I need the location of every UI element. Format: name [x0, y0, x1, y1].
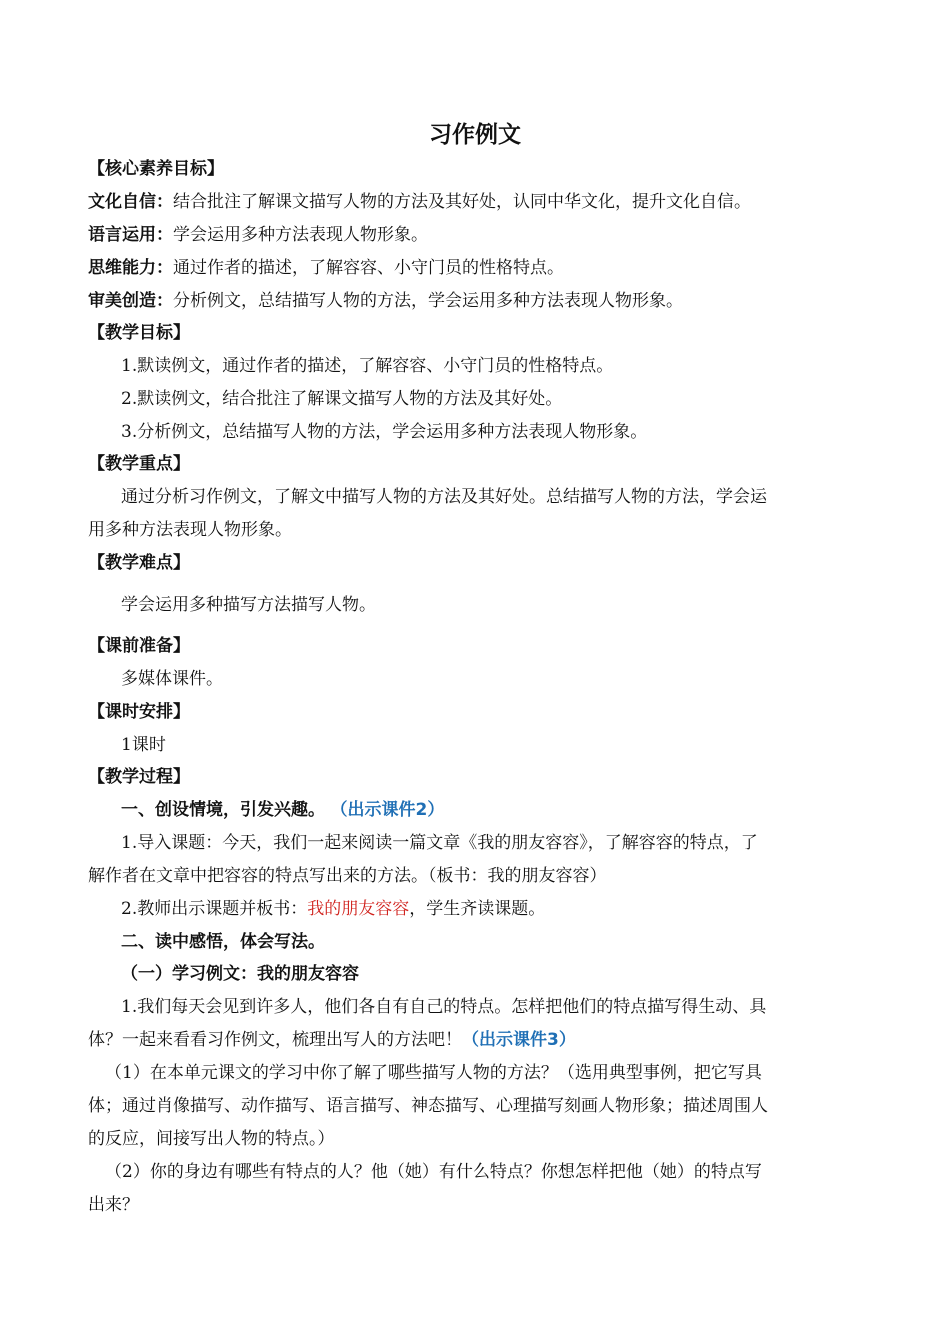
courseware-note: （出示课件3）	[462, 1030, 576, 1050]
step2-title: 二、读中感悟，体会写法。	[121, 932, 325, 952]
process-heading: 【教学过程】	[88, 767, 190, 787]
core-label: 思维能力：	[88, 258, 173, 278]
core-text: 通过作者的描述，了解容容、小守门员的性格特点。	[173, 258, 564, 278]
core-text: 分析例文，总结描写人物的方法，学会运用多种方法表现人物形象。	[173, 291, 683, 311]
courseware-note: （出示课件2）	[339, 800, 445, 820]
key-text: 通过分析习作例文，了解文中描写人物的方法及其好处。总结描写人物的方法，学会运	[121, 487, 767, 507]
question-2: （2）你的身边有哪些有特点的人？他（她）有什么特点？你想怎样把他（她）的特点写	[105, 1162, 762, 1182]
board-title: 我的朋友容容	[307, 899, 410, 919]
core-label: 语言运用：	[88, 225, 173, 245]
step2-para1: 1.我们每天会见到许多人，他们各自有自己的特点。怎样把他们的特点描写得生动、具	[121, 997, 767, 1017]
step1-para2	[121, 897, 545, 921]
step1-para2-text: 2.教师出示课题并板书：	[121, 899, 308, 919]
core-label: 审美创造：	[88, 291, 173, 311]
core-item	[88, 223, 428, 247]
core-item	[88, 190, 751, 214]
goal-item: 2.默读例文，结合批注了解课文描写人物的方法及其好处。	[121, 389, 563, 409]
page-title: 习作例文	[429, 122, 521, 148]
prep-text: 多媒体课件。	[121, 669, 223, 689]
core-text: 结合批注了解课文描写人物的方法及其好处，认同中华文化，提升文化自信。	[173, 192, 751, 212]
step2-para1	[88, 1028, 576, 1052]
question-1: 体；通过肖像描写、动作描写、语言描写、神态描写、心理描写刻画人物形象；描述周围人	[88, 1096, 768, 1116]
step1-title	[121, 798, 444, 822]
core-label: 文化自信：	[88, 192, 173, 212]
step1-title-text: 一、创设情境，引发兴趣。	[121, 800, 325, 820]
question-2: 出来？	[88, 1195, 139, 1215]
core-item	[88, 256, 564, 280]
difficulty-text: 学会运用多种描写方法描写人物。	[121, 595, 376, 615]
step2-subtitle: （一）学习例文：我的朋友容容	[121, 964, 359, 984]
goal-item: 1.默读例文，通过作者的描述，了解容容、小守门员的性格特点。	[121, 356, 614, 376]
core-item	[88, 289, 683, 313]
step1-para1: 1.导入课题：今天，我们一起来阅读一篇文章《我的朋友容容》，了解容容的特点，了	[121, 833, 758, 853]
core-heading: 【核心素养目标】	[88, 159, 224, 179]
key-heading: 【教学重点】	[88, 454, 190, 474]
step2-para1-text: 体？一起来看看习作例文，梳理出写人的方法吧！	[88, 1030, 462, 1050]
step1-para2-text: ，学生齐读课题。	[409, 899, 546, 919]
core-text: 学会运用多种方法表现人物形象。	[173, 225, 428, 245]
time-heading: 【课时安排】	[88, 702, 190, 722]
goals-heading: 【教学目标】	[88, 323, 190, 343]
goal-item: 3.分析例文，总结描写人物的方法，学会运用多种方法表现人物形象。	[121, 422, 648, 442]
key-text: 用多种方法表现人物形象。	[88, 520, 292, 540]
question-1: 的反应，间接写出人物的特点。）	[88, 1129, 335, 1149]
prep-heading: 【课前准备】	[88, 636, 190, 656]
step1-para1: 解作者在文章中把容容的特点写出来的方法。（板书：我的朋友容容）	[88, 866, 607, 886]
time-text: 1课时	[121, 735, 166, 755]
question-1: （1）在本单元课文的学习中你了解了哪些描写人物的方法？（选用典型事例，把它写具	[105, 1063, 762, 1083]
difficulty-heading: 【教学难点】	[88, 553, 190, 573]
